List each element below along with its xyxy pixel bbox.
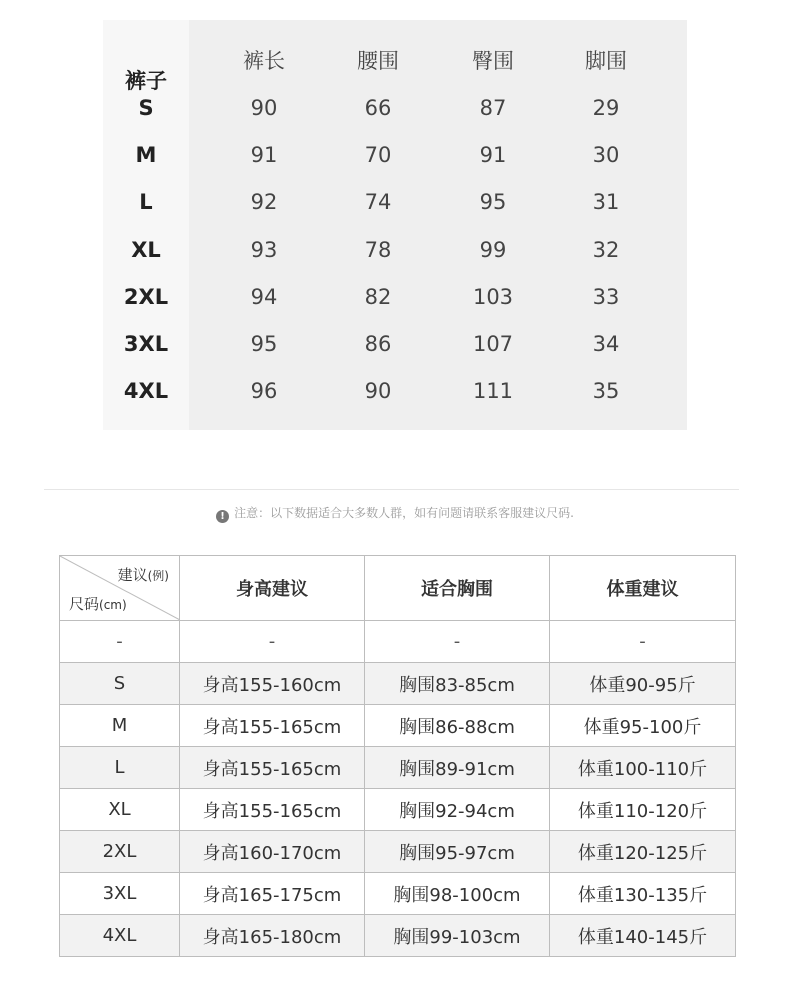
chest-cell: 胸围83-85cm bbox=[365, 663, 550, 705]
waist-value: 74 bbox=[364, 190, 392, 214]
weight-cell: 体重140-145斤 bbox=[550, 915, 736, 957]
chest-cell: 胸围99-103cm bbox=[365, 915, 550, 957]
corner-bottom-label bbox=[69, 593, 127, 614]
size-cell: L bbox=[60, 747, 180, 789]
header-waist: 腰围 bbox=[357, 49, 399, 73]
leg-opening-value: 32 bbox=[592, 238, 620, 262]
length-value: 91 bbox=[250, 143, 278, 167]
table-row bbox=[60, 663, 736, 705]
waist-value: 78 bbox=[364, 238, 392, 262]
length-value: 92 bbox=[250, 190, 278, 214]
size-label: L bbox=[139, 190, 153, 214]
length-value: 93 bbox=[250, 238, 278, 262]
table-row bbox=[60, 705, 736, 747]
weight-cell: 体重95-100斤 bbox=[550, 705, 736, 747]
height-cell: 身高155-160cm bbox=[180, 663, 365, 705]
size-label: 3XL bbox=[123, 332, 169, 356]
table-row bbox=[60, 873, 736, 915]
corner-top-label bbox=[118, 564, 169, 585]
waist-value: 90 bbox=[364, 379, 392, 403]
hip-value: 107 bbox=[472, 332, 514, 356]
leg-opening-value: 34 bbox=[592, 332, 620, 356]
header-pants: 裤子 bbox=[125, 69, 167, 93]
leg-opening-value: 35 bbox=[592, 379, 620, 403]
chest-cell: 胸围89-91cm bbox=[365, 747, 550, 789]
chest-cell: - bbox=[365, 621, 550, 663]
weight-cell: 体重100-110斤 bbox=[550, 747, 736, 789]
length-value: 96 bbox=[250, 379, 278, 403]
header-length: 裤长 bbox=[243, 49, 285, 73]
height-cell: 身高160-170cm bbox=[180, 831, 365, 873]
leg-opening-value: 31 bbox=[592, 190, 620, 214]
size-cell: 4XL bbox=[60, 915, 180, 957]
corner-top-text: 建议 bbox=[117, 566, 148, 584]
height-cell: 身高165-175cm bbox=[180, 873, 365, 915]
section-divider bbox=[44, 489, 739, 490]
leg-opening-value: 29 bbox=[592, 96, 620, 120]
weight-cell: 体重120-125斤 bbox=[550, 831, 736, 873]
chest-cell: 胸围86-88cm bbox=[365, 705, 550, 747]
corner-bottom-text: 尺码 bbox=[69, 595, 100, 613]
table-row bbox=[60, 621, 736, 663]
size-note bbox=[0, 503, 790, 523]
size-label: XL bbox=[131, 238, 161, 262]
hip-value: 103 bbox=[472, 285, 514, 309]
size-label: M bbox=[135, 143, 157, 167]
table-row bbox=[60, 915, 736, 957]
table-row bbox=[60, 831, 736, 873]
chest-cell: 胸围98-100cm bbox=[365, 873, 550, 915]
height-cell: 身高165-180cm bbox=[180, 915, 365, 957]
corner-top-small: (例) bbox=[147, 569, 169, 583]
info-icon: ! bbox=[216, 510, 229, 523]
hip-value: 111 bbox=[472, 379, 514, 403]
weight-cell: 体重90-95斤 bbox=[550, 663, 736, 705]
leg-opening-value: 33 bbox=[592, 285, 620, 309]
height-cell: 身高155-165cm bbox=[180, 747, 365, 789]
size-label: S bbox=[138, 96, 154, 120]
hip-value: 95 bbox=[479, 190, 507, 214]
waist-value: 70 bbox=[364, 143, 392, 167]
size-chart-table bbox=[103, 20, 687, 430]
table-row bbox=[60, 789, 736, 831]
height-cell: 身高155-165cm bbox=[180, 789, 365, 831]
height-cell: 身高155-165cm bbox=[180, 705, 365, 747]
corner-header-cell bbox=[60, 556, 180, 621]
weight-cell: - bbox=[550, 621, 736, 663]
header-weight: 体重建议 bbox=[550, 556, 736, 621]
size-cell: - bbox=[60, 621, 180, 663]
size-cell: M bbox=[60, 705, 180, 747]
length-value: 90 bbox=[250, 96, 278, 120]
waist-value: 66 bbox=[364, 96, 392, 120]
size-recommendation-table bbox=[59, 555, 736, 957]
size-label: 4XL bbox=[123, 379, 169, 403]
length-value: 95 bbox=[250, 332, 278, 356]
waist-value: 86 bbox=[364, 332, 392, 356]
height-cell: - bbox=[180, 621, 365, 663]
header-height: 身高建议 bbox=[180, 556, 365, 621]
size-cell: 3XL bbox=[60, 873, 180, 915]
hip-value: 91 bbox=[479, 143, 507, 167]
note-text: 注意：以下数据适合大多数人群，如有问题请联系客服建议尺码. bbox=[234, 506, 574, 520]
weight-cell: 体重110-120斤 bbox=[550, 789, 736, 831]
header-hip: 臀围 bbox=[472, 49, 514, 73]
header-chest: 适合胸围 bbox=[365, 556, 550, 621]
corner-bottom-small: (cm) bbox=[99, 598, 127, 612]
size-cell: S bbox=[60, 663, 180, 705]
table-row bbox=[60, 747, 736, 789]
table-header-row bbox=[60, 556, 736, 621]
hip-value: 99 bbox=[479, 238, 507, 262]
size-cell: XL bbox=[60, 789, 180, 831]
size-label: 2XL bbox=[123, 285, 169, 309]
chest-cell: 胸围95-97cm bbox=[365, 831, 550, 873]
leg-opening-value: 30 bbox=[592, 143, 620, 167]
hip-value: 87 bbox=[479, 96, 507, 120]
size-cell: 2XL bbox=[60, 831, 180, 873]
waist-value: 82 bbox=[364, 285, 392, 309]
header-leg-opening: 脚围 bbox=[585, 49, 627, 73]
weight-cell: 体重130-135斤 bbox=[550, 873, 736, 915]
chest-cell: 胸围92-94cm bbox=[365, 789, 550, 831]
length-value: 94 bbox=[250, 285, 278, 309]
